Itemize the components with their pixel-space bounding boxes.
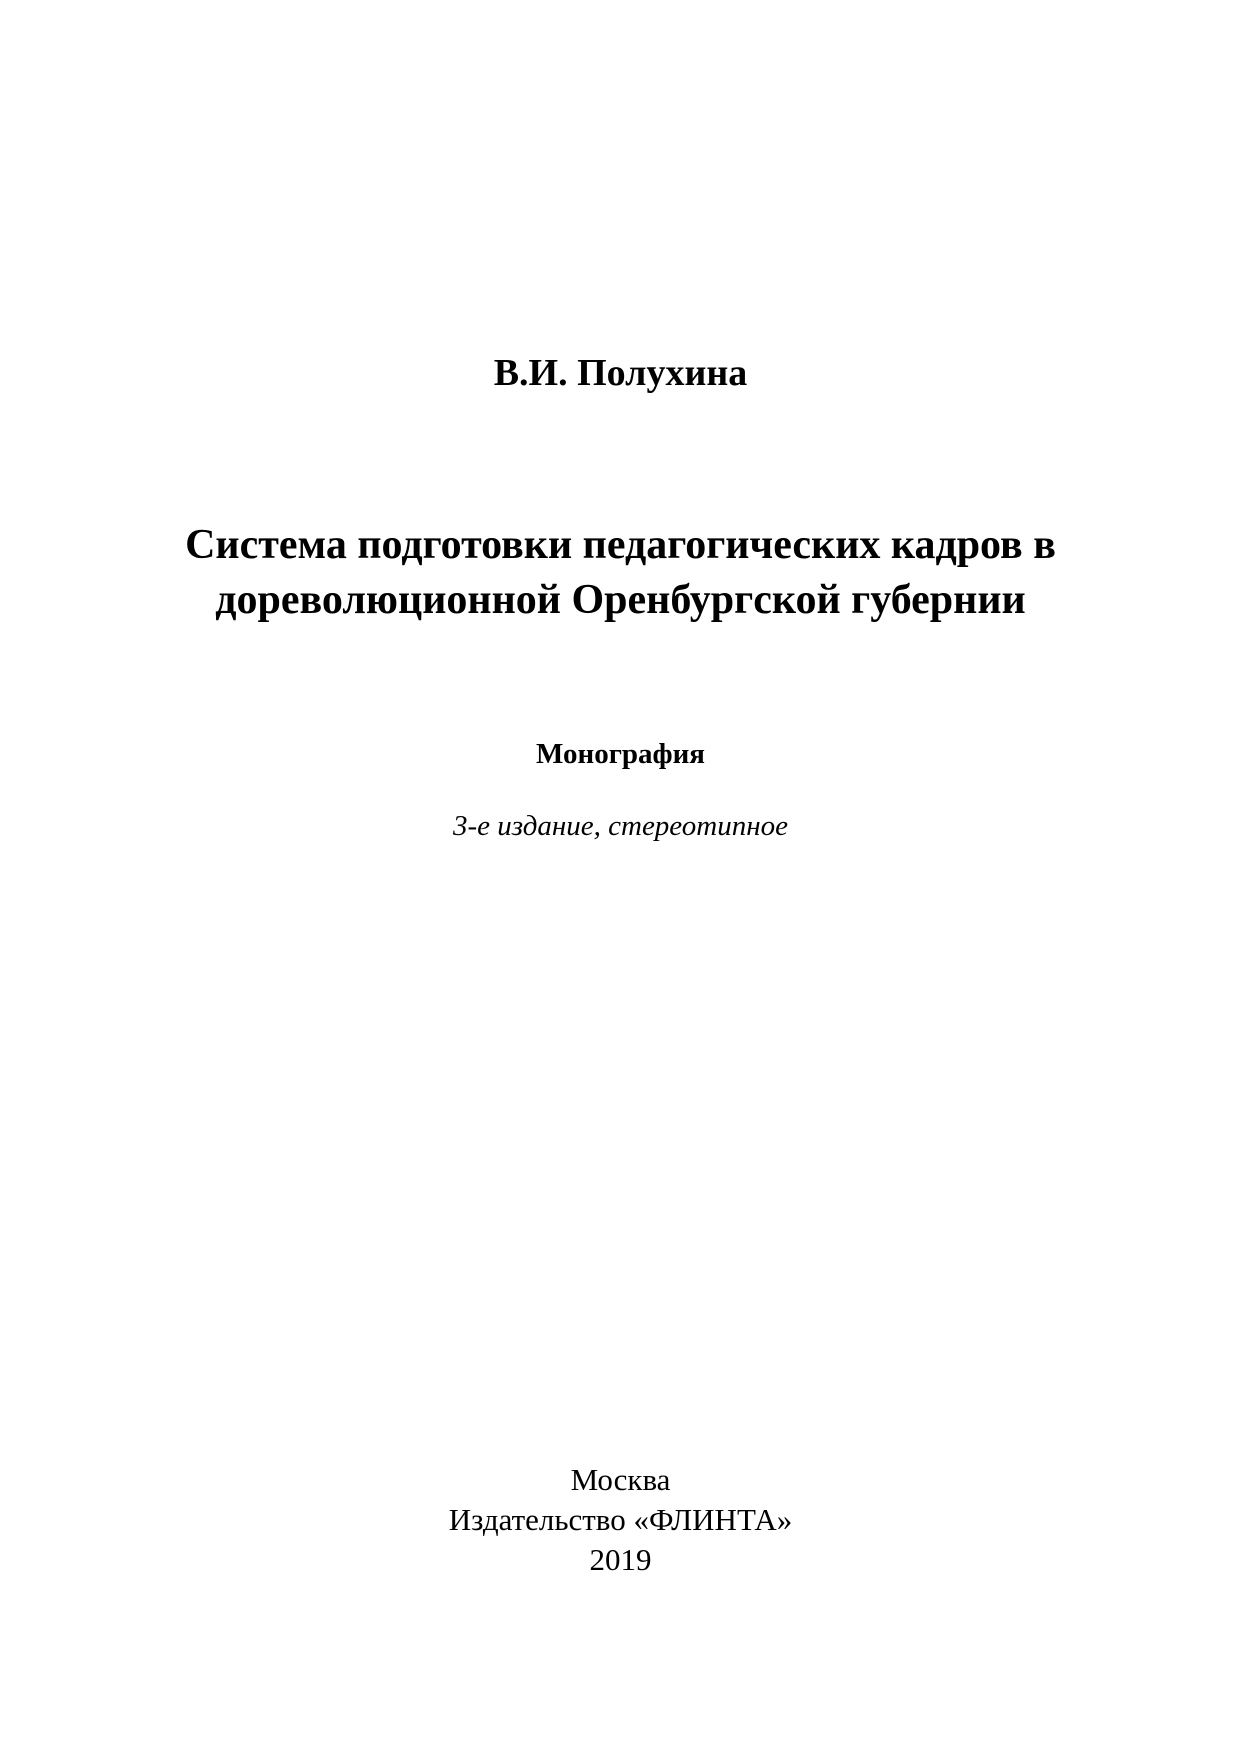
imprint-publisher: Издательство «ФЛИНТА» — [448, 1502, 793, 1537]
imprint-year: 2019 — [589, 1542, 652, 1577]
book-title-line-1: Система подготовки педагогических кадров в — [185, 522, 1056, 568]
book-title-line-2: дореволюционной Оренбургской губернии — [215, 577, 1026, 623]
imprint-city: Москва — [570, 1462, 671, 1497]
imprint — [0, 1460, 1241, 1580]
book-title — [0, 518, 1241, 628]
edition-label: 3-е издание, стереотипное — [452, 810, 788, 842]
genre-label: Монография — [536, 738, 705, 770]
author-name: В.И. Полухина — [493, 352, 748, 394]
